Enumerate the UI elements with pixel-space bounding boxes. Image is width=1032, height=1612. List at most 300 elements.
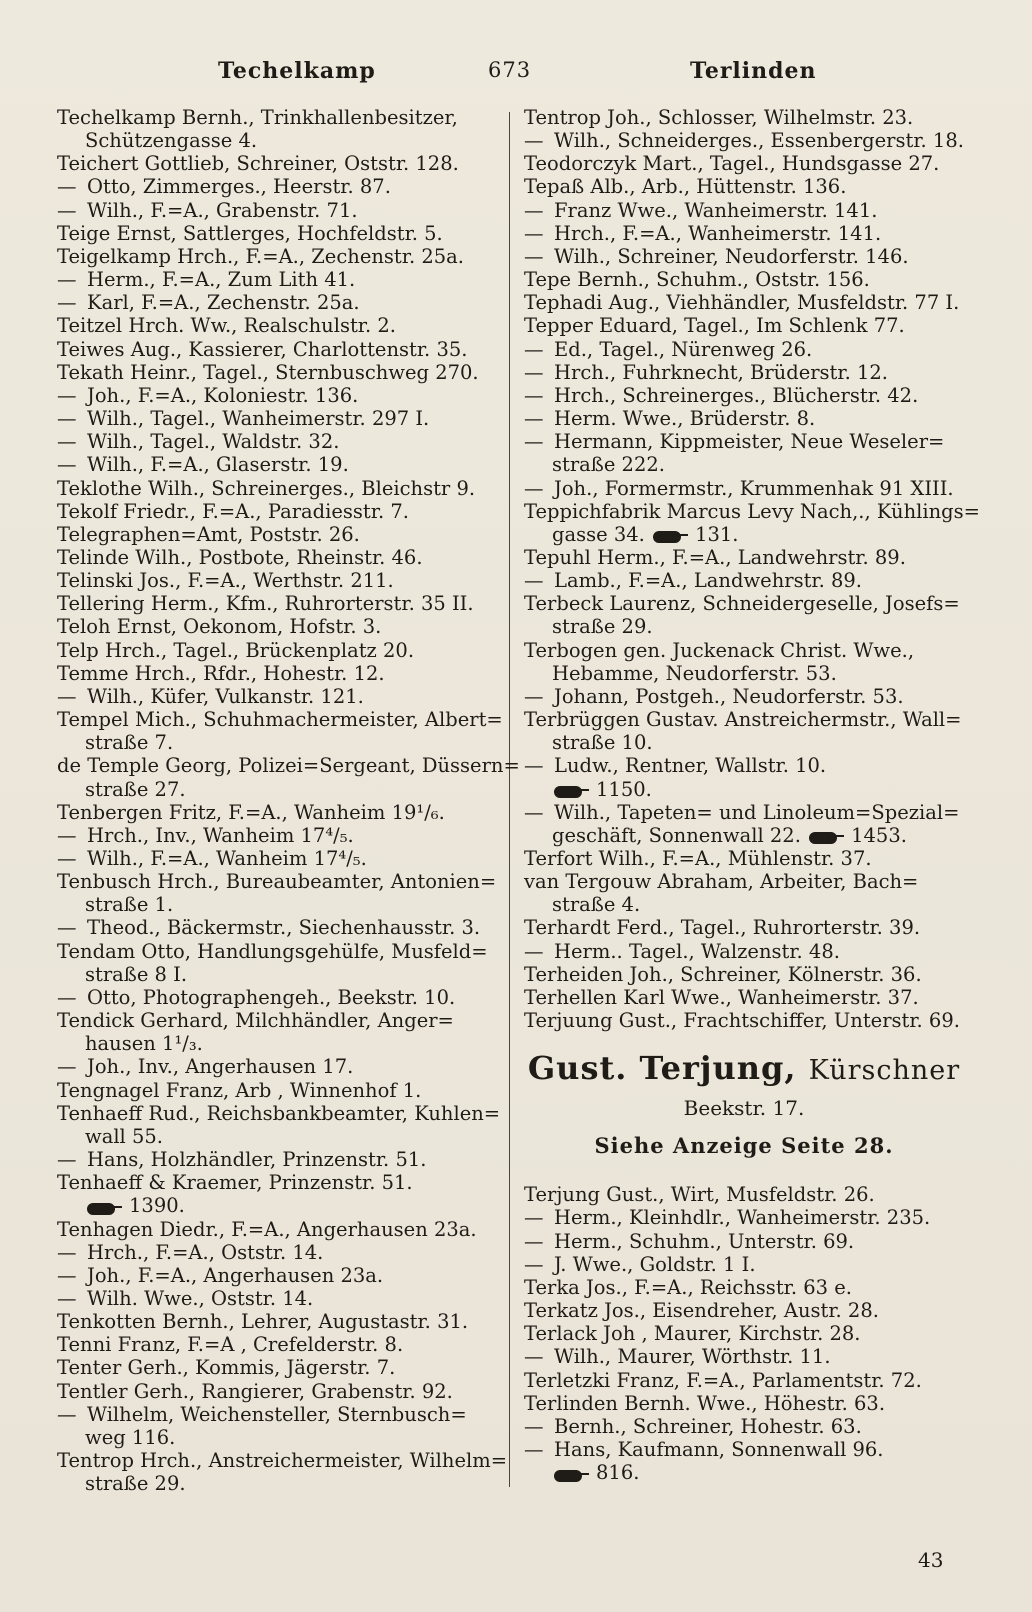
directory-entry bbox=[524, 499, 981, 546]
entry-line bbox=[57, 1449, 508, 1473]
entry-text: Tentrop Hrch., Anstreichermeister, Wilhelm= bbox=[57, 1449, 508, 1473]
entry-text: de Temple Georg, Polizei=Sergeant, Düssern= bbox=[57, 754, 520, 778]
directory-entry bbox=[57, 662, 503, 685]
repeat-dash: — bbox=[524, 1229, 544, 1253]
entry-text: Joh., F.=A., Koloniestr. 136. bbox=[87, 383, 359, 407]
entry-text: Theod., Bäckermstr., Siechenhausstr. 3. bbox=[87, 916, 481, 940]
entry-text: straße 8 I. bbox=[85, 962, 188, 986]
directory-entry bbox=[57, 384, 503, 407]
entry-text: Lamb., F.=A., Landwehrstr. 89. bbox=[554, 569, 863, 593]
entry-line bbox=[524, 754, 964, 777]
directory-entry bbox=[524, 1392, 964, 1415]
entry-line bbox=[57, 338, 503, 361]
entry-continuation bbox=[524, 662, 964, 685]
repeat-dash: — bbox=[524, 244, 544, 268]
entry-text: gasse 34. bbox=[552, 522, 645, 546]
entry-text: Teodorczyk Mart., Tagel., Hundsgasse 27. bbox=[524, 152, 940, 176]
directory-entry bbox=[57, 1079, 503, 1102]
repeat-dash: — bbox=[57, 291, 77, 315]
entry-line bbox=[524, 963, 964, 986]
directory-entry bbox=[524, 639, 964, 685]
right-column bbox=[524, 106, 981, 1485]
entry-text: Wilh., Maurer, Wörthstr. 11. bbox=[554, 1345, 831, 1369]
entry-text: straße 10. bbox=[552, 731, 653, 755]
entry-line bbox=[57, 1241, 503, 1264]
entry-line bbox=[57, 1264, 503, 1287]
repeat-dash: — bbox=[524, 383, 544, 407]
entry-line bbox=[57, 569, 503, 592]
entry-line bbox=[524, 314, 964, 337]
directory-entry bbox=[524, 291, 964, 314]
entry-text: Hebamme, Neudorferstr. 53. bbox=[552, 661, 837, 685]
entry-line bbox=[524, 569, 964, 592]
entry-line bbox=[57, 916, 503, 939]
repeat-dash: — bbox=[57, 1402, 77, 1426]
directory-entry bbox=[57, 592, 503, 615]
directory-entry bbox=[57, 1218, 503, 1241]
entry-text: Wilh. Wwe., Oststr. 14. bbox=[87, 1286, 314, 1310]
entry-text: Tentrop Joh., Schlosser, Wilhelmstr. 23. bbox=[524, 106, 914, 129]
entry-text: Bernh., Schreiner, Hohestr. 63. bbox=[554, 1414, 862, 1438]
repeat-dash: — bbox=[524, 939, 544, 963]
entry-continuation bbox=[524, 453, 964, 476]
entry-line bbox=[57, 152, 503, 175]
entry-text: J. Wwe., Goldstr. 1 I. bbox=[554, 1252, 756, 1276]
entry-phone-line bbox=[524, 778, 964, 801]
entry-line bbox=[57, 199, 503, 222]
directory-entry bbox=[57, 106, 503, 152]
entry-line bbox=[524, 592, 964, 615]
entry-text: Otto, Zimmerges., Heerstr. 87. bbox=[87, 175, 391, 199]
entry-text: Wilh., Schneiderges., Essenbergerstr. 18. bbox=[554, 129, 964, 153]
directory-entry bbox=[57, 477, 503, 500]
advert-see-page: Siehe Anzeige Seite 28. bbox=[594, 1133, 894, 1159]
repeat-dash: — bbox=[524, 569, 544, 593]
directory-entry bbox=[57, 870, 503, 916]
entry-text: Ed., Tagel., Nürenweg 26. bbox=[554, 337, 813, 361]
entry-line bbox=[57, 801, 503, 824]
directory-entry bbox=[57, 708, 503, 754]
entry-continuation bbox=[524, 893, 964, 916]
entry-line bbox=[57, 477, 503, 500]
directory-entry bbox=[524, 1299, 964, 1322]
directory-entry bbox=[57, 1287, 503, 1310]
entry-line bbox=[57, 1009, 503, 1032]
entry-text: Wilhelm, Weichensteller, Sternbusch= bbox=[87, 1402, 467, 1426]
directory-entry bbox=[57, 152, 503, 175]
entry-text: Herm., Kleinhdlr., Wanheimerstr. 235. bbox=[554, 1206, 931, 1230]
entry-line bbox=[57, 384, 503, 407]
entry-text: Terhardt Ferd., Tagel., Ruhrorterstr. 39. bbox=[524, 916, 921, 940]
directory-entry bbox=[57, 1148, 503, 1171]
entry-line bbox=[57, 222, 503, 245]
entry-line bbox=[524, 1369, 964, 1392]
directory-entry bbox=[57, 1333, 503, 1356]
entry-continuation bbox=[57, 1032, 503, 1055]
entry-text: Schützengasse 4. bbox=[85, 129, 258, 153]
directory-entry bbox=[57, 1380, 503, 1403]
entry-line bbox=[524, 1276, 964, 1299]
entry-text: Hans, Holzhändler, Prinzenstr. 51. bbox=[87, 1148, 427, 1172]
repeat-dash: — bbox=[57, 383, 77, 407]
repeat-dash: — bbox=[57, 1263, 77, 1287]
directory-entry bbox=[524, 592, 964, 638]
entry-text: Terbrüggen Gustav. Anstreichermstr., Wall= bbox=[524, 708, 962, 732]
entry-text: Techelkamp Bernh., Trinkhallenbesitzer, bbox=[57, 106, 458, 129]
entry-line bbox=[524, 1438, 964, 1461]
directory-entry bbox=[57, 1356, 503, 1379]
advert-trade: Kürschner bbox=[808, 1055, 961, 1087]
entry-text: Hrch., Fuhrknecht, Brüderstr. 12. bbox=[554, 360, 888, 384]
entry-line bbox=[524, 175, 964, 198]
entry-text: Terkatz Jos., Eisendreher, Austr. 28. bbox=[524, 1299, 879, 1323]
directory-entry bbox=[57, 569, 503, 592]
entry-text: Terhellen Karl Wwe., Wanheimerstr. 37. bbox=[524, 985, 919, 1009]
right-column-entries bbox=[524, 106, 981, 1033]
directory-entry bbox=[57, 1449, 508, 1496]
entry-text: Telinde Wilh., Postbote, Rheinstr. 46. bbox=[57, 545, 423, 569]
signature-mark: 43 bbox=[918, 1548, 944, 1572]
directory-entry bbox=[57, 291, 503, 314]
entry-text: Wilh., F.=A., Glaserstr. 19. bbox=[87, 453, 349, 477]
entry-line bbox=[524, 940, 964, 963]
entry-line bbox=[524, 407, 964, 430]
entry-text: Tendam Otto, Handlungsgehülfe, Musfeld= bbox=[57, 939, 488, 963]
directory-entry bbox=[524, 963, 964, 986]
directory-entry bbox=[524, 708, 964, 754]
entry-text: Tendick Gerhard, Milchhändler, Anger= bbox=[57, 1009, 454, 1033]
directory-entry bbox=[57, 523, 503, 546]
repeat-dash: — bbox=[524, 221, 544, 245]
entry-line bbox=[57, 870, 503, 893]
advert-title bbox=[524, 1046, 964, 1093]
entry-line bbox=[57, 754, 520, 778]
entry-text: Wilh., Tagel., Wanheimerstr. 297 I. bbox=[87, 407, 430, 431]
entry-text: Terfort Wilh., F.=A., Mühlenstr. 37. bbox=[524, 847, 872, 870]
entry-phone-line bbox=[57, 1194, 503, 1217]
entry-line bbox=[57, 1079, 503, 1102]
entry-line bbox=[524, 847, 964, 870]
entry-line bbox=[524, 152, 964, 175]
repeat-dash: — bbox=[57, 985, 77, 1009]
repeat-dash: — bbox=[524, 407, 544, 431]
directory-entry bbox=[524, 361, 964, 384]
repeat-dash: — bbox=[57, 823, 77, 847]
entry-line bbox=[57, 453, 503, 476]
directory-entry bbox=[524, 569, 964, 592]
entry-line bbox=[57, 1148, 503, 1171]
repeat-dash: — bbox=[57, 407, 77, 431]
entry-line bbox=[524, 1253, 964, 1276]
right-column-entries-after bbox=[524, 1183, 964, 1484]
directory-entry bbox=[524, 685, 964, 708]
entry-line bbox=[524, 268, 964, 291]
directory-entry bbox=[524, 430, 964, 476]
directory-entry bbox=[524, 175, 964, 198]
entry-text: straße 4. bbox=[552, 893, 641, 917]
entry-line bbox=[524, 708, 964, 731]
entry-text: Tekolf Friedr., F.=A., Paradiesstr. 7. bbox=[57, 499, 409, 523]
entry-line bbox=[524, 1299, 964, 1322]
directory-entry bbox=[524, 222, 964, 245]
directory-entry bbox=[57, 824, 503, 847]
entry-text: Hrch., F.=A., Wanheimerstr. 141. bbox=[554, 221, 882, 245]
directory-entry bbox=[57, 1009, 503, 1055]
telephone-icon bbox=[554, 783, 590, 797]
entry-text: Herm., Schuhm., Unterstr. 69. bbox=[554, 1229, 855, 1253]
entry-text: Tepe Bernh., Schuhm., Oststr. 156. bbox=[524, 268, 870, 292]
entry-text: straße 27. bbox=[85, 777, 186, 801]
entry-text: Joh., Formermstr., Krummenhak 91 XIII. bbox=[554, 476, 954, 500]
entry-line bbox=[524, 801, 964, 824]
entry-line bbox=[524, 546, 964, 569]
entry-line bbox=[57, 685, 503, 708]
directory-entry bbox=[524, 152, 964, 175]
entry-text: Wilh., Tapeten= und Linoleum=Spezial= bbox=[554, 800, 960, 824]
entry-line bbox=[57, 314, 503, 337]
running-header-left: Techelkamp bbox=[218, 58, 376, 84]
entry-text: Telegraphen=Amt, Poststr. 26. bbox=[57, 522, 360, 546]
entry-text: Herm. Wwe., Brüderstr. 8. bbox=[554, 407, 816, 431]
entry-line bbox=[57, 662, 503, 685]
repeat-dash: — bbox=[57, 1286, 77, 1310]
directory-entry bbox=[524, 268, 964, 291]
entry-line bbox=[57, 1356, 503, 1379]
entry-text: Terlinden Bernh. Wwe., Höhestr. 63. bbox=[524, 1391, 886, 1415]
entry-line bbox=[524, 106, 964, 129]
entry-line bbox=[57, 1218, 503, 1241]
repeat-dash: — bbox=[524, 476, 544, 500]
left-column bbox=[57, 106, 520, 1496]
entry-line bbox=[524, 1415, 964, 1438]
entry-line bbox=[57, 430, 503, 453]
advert-name: Gust. Terjung, bbox=[527, 1049, 797, 1088]
page-number: 673 bbox=[488, 58, 532, 82]
directory-entry bbox=[57, 1264, 503, 1287]
directory-entry bbox=[524, 338, 964, 361]
entry-text: Teklothe Wilh., Schreinerges., Bleichstr 9. bbox=[57, 476, 476, 500]
entry-line bbox=[524, 245, 964, 268]
entry-text: Tephadi Aug., Viehhändler, Musfeldstr. 77 I. bbox=[524, 291, 960, 315]
entry-line bbox=[57, 1055, 503, 1078]
repeat-dash: — bbox=[57, 268, 77, 292]
entry-line bbox=[57, 268, 503, 291]
entry-line bbox=[524, 1183, 964, 1206]
entry-text: Tenbusch Hrch., Bureaubeamter, Antonien= bbox=[57, 870, 497, 894]
entry-line bbox=[57, 1310, 503, 1333]
repeat-dash: — bbox=[524, 1437, 544, 1461]
directory-entry bbox=[524, 1183, 964, 1206]
entry-text: hausen 1¹/₃. bbox=[85, 1032, 203, 1056]
directory-entry bbox=[57, 685, 503, 708]
directory-entry bbox=[57, 615, 503, 638]
entry-text: wall 55. bbox=[85, 1124, 163, 1148]
repeat-dash: — bbox=[57, 1148, 77, 1172]
entry-line bbox=[57, 824, 503, 847]
directory-entry bbox=[57, 1055, 503, 1078]
entry-text: Hans, Kaufmann, Sonnenwall 96. bbox=[554, 1437, 884, 1461]
repeat-dash: — bbox=[524, 129, 544, 153]
entry-continuation bbox=[524, 615, 964, 638]
entry-line bbox=[524, 338, 964, 361]
directory-entry bbox=[57, 847, 503, 870]
directory-entry bbox=[524, 199, 964, 222]
entry-line bbox=[57, 639, 503, 662]
entry-continuation bbox=[524, 523, 964, 546]
entry-line bbox=[524, 199, 964, 222]
entry-continuation bbox=[524, 731, 964, 754]
entry-continuation bbox=[57, 731, 503, 754]
entry-text: Tepuhl Herm., F.=A., Landwehrstr. 89. bbox=[524, 545, 906, 569]
repeat-dash: — bbox=[524, 1206, 544, 1230]
entry-text: Tengnagel Franz, Arb , Winnenhof 1. bbox=[57, 1078, 422, 1102]
directory-entry bbox=[524, 106, 964, 129]
entry-text: Joh., F.=A., Angerhausen 23a. bbox=[87, 1263, 384, 1287]
directory-entry bbox=[57, 245, 503, 268]
entry-text: Tepper Eduard, Tagel., Im Schlenk 77. bbox=[524, 314, 905, 338]
directory-entry bbox=[524, 129, 964, 152]
phone-number: 1453. bbox=[851, 823, 907, 847]
repeat-dash: — bbox=[524, 337, 544, 361]
directory-entry bbox=[57, 639, 503, 662]
entry-line bbox=[524, 499, 981, 523]
entry-text: Telp Hrch., Tagel., Brückenplatz 20. bbox=[57, 638, 415, 662]
directory-entry bbox=[524, 1276, 964, 1299]
entry-text: Hrch., Schreinerges., Blücherstr. 42. bbox=[554, 383, 919, 407]
entry-text: Terjuung Gust., Frachtschiffer, Unterstr. 69. bbox=[524, 1009, 960, 1033]
entry-line bbox=[524, 1230, 964, 1253]
entry-text: Wilh., F.=A., Grabenstr. 71. bbox=[87, 198, 358, 222]
entry-continuation bbox=[57, 1125, 503, 1148]
repeat-dash: — bbox=[524, 1414, 544, 1438]
entry-line bbox=[524, 1206, 964, 1229]
directory-entry bbox=[524, 847, 964, 870]
advertisement bbox=[524, 1046, 964, 1169]
entry-line bbox=[524, 129, 964, 152]
directory-entry bbox=[524, 384, 964, 407]
directory-entry bbox=[57, 268, 503, 291]
phone-number: 1390. bbox=[129, 1194, 185, 1218]
entry-line bbox=[524, 1009, 964, 1032]
directory-entry bbox=[57, 314, 503, 337]
entry-continuation bbox=[57, 893, 503, 916]
directory-entry bbox=[57, 546, 503, 569]
entry-line bbox=[57, 361, 503, 384]
entry-text: Terheiden Joh., Schreiner, Kölnerstr. 36. bbox=[524, 962, 922, 986]
directory-entry bbox=[57, 199, 503, 222]
entry-text: Wilh., F.=A., Wanheim 17⁴/₅. bbox=[87, 847, 367, 870]
entry-text: Teichert Gottlieb, Schreiner, Oststr. 128. bbox=[57, 152, 459, 176]
directory-entry bbox=[524, 1415, 964, 1438]
repeat-dash: — bbox=[524, 684, 544, 708]
phone-number: 816. bbox=[596, 1461, 640, 1485]
entry-text: Joh., Inv., Angerhausen 17. bbox=[87, 1055, 354, 1079]
directory-entry bbox=[57, 986, 503, 1009]
entry-line bbox=[57, 708, 503, 731]
directory-entry bbox=[524, 801, 964, 847]
entry-line bbox=[57, 1171, 503, 1194]
directory-entry bbox=[57, 338, 503, 361]
entry-line bbox=[57, 1287, 503, 1310]
directory-entry bbox=[57, 940, 503, 986]
repeat-dash: — bbox=[57, 198, 77, 222]
directory-entry bbox=[57, 361, 503, 384]
entry-text: Tenni Franz, F.=A , Crefelderstr. 8. bbox=[57, 1333, 404, 1357]
repeat-dash: — bbox=[57, 847, 77, 870]
entry-phone-line bbox=[524, 1461, 964, 1484]
running-header-right: Terlinden bbox=[690, 58, 817, 84]
repeat-dash: — bbox=[524, 360, 544, 384]
directory-entry bbox=[524, 1438, 964, 1484]
entry-line bbox=[524, 870, 964, 893]
entry-text: Terka Jos., F.=A., Reichsstr. 63 e. bbox=[524, 1275, 852, 1299]
directory-entry bbox=[57, 1241, 503, 1264]
entry-text: Teitzel Hrch. Ww., Realschulstr. 2. bbox=[57, 314, 396, 338]
entry-text: Ludw., Rentner, Wallstr. 10. bbox=[554, 754, 827, 778]
directory-entry bbox=[524, 916, 964, 939]
entry-line bbox=[57, 291, 503, 314]
entry-text: Teiwes Aug., Kassierer, Charlottenstr. 35. bbox=[57, 337, 468, 361]
phone-number: 1150. bbox=[596, 777, 652, 801]
entry-line bbox=[57, 1102, 503, 1125]
repeat-dash: — bbox=[524, 1345, 544, 1369]
directory-entry bbox=[524, 940, 964, 963]
entry-text: Otto, Photographengeh., Beekstr. 10. bbox=[87, 985, 456, 1009]
entry-line bbox=[524, 291, 964, 314]
entry-line bbox=[524, 430, 964, 453]
entry-line bbox=[524, 986, 964, 1009]
entry-line bbox=[524, 1322, 964, 1345]
directory-entry bbox=[524, 407, 964, 430]
entry-text: Hrch., Inv., Wanheim 17⁴/₅. bbox=[87, 823, 354, 847]
entry-line bbox=[57, 940, 503, 963]
entry-line bbox=[57, 407, 503, 430]
entry-text: Terjung Gust., Wirt, Musfeldstr. 26. bbox=[524, 1183, 875, 1207]
entry-text: straße 222. bbox=[552, 453, 665, 477]
directory-entry bbox=[524, 754, 964, 800]
directory-entry bbox=[524, 245, 964, 268]
entry-text: Tentler Gerh., Rangierer, Grabenstr. 92. bbox=[57, 1379, 453, 1403]
directory-entry bbox=[524, 1345, 964, 1368]
directory-entry bbox=[57, 453, 503, 476]
directory-entry bbox=[57, 1102, 503, 1148]
directory-entry bbox=[524, 477, 964, 500]
directory-entry bbox=[524, 986, 964, 1009]
directory-entry bbox=[57, 407, 503, 430]
entry-text: Terlack Joh , Maurer, Kirchstr. 28. bbox=[524, 1322, 861, 1346]
entry-text: Franz Wwe., Wanheimerstr. 141. bbox=[554, 198, 878, 222]
entry-continuation bbox=[57, 1472, 503, 1495]
entry-text: Tekath Heinr., Tagel., Sternbuschweg 270. bbox=[57, 360, 479, 384]
entry-continuation bbox=[524, 824, 964, 847]
entry-text: Tenhaeff & Kraemer, Prinzenstr. 51. bbox=[57, 1171, 413, 1195]
repeat-dash: — bbox=[57, 1055, 77, 1079]
directory-entry bbox=[524, 314, 964, 337]
entry-text: straße 7. bbox=[85, 731, 174, 755]
entry-text: Tenhagen Diedr., F.=A., Angerhausen 23a. bbox=[57, 1217, 477, 1241]
entry-text: geschäft, Sonnenwall 22. bbox=[552, 823, 801, 847]
entry-line bbox=[524, 1392, 964, 1415]
entry-line bbox=[57, 986, 503, 1009]
repeat-dash: — bbox=[57, 175, 77, 199]
entry-text: straße 1. bbox=[85, 893, 174, 917]
entry-line bbox=[524, 361, 964, 384]
entry-continuation bbox=[57, 1426, 503, 1449]
repeat-dash: — bbox=[57, 916, 77, 940]
telephone-icon bbox=[554, 1467, 590, 1481]
directory-entry bbox=[57, 500, 503, 523]
advert-address: Beekstr. 17. bbox=[683, 1096, 805, 1121]
